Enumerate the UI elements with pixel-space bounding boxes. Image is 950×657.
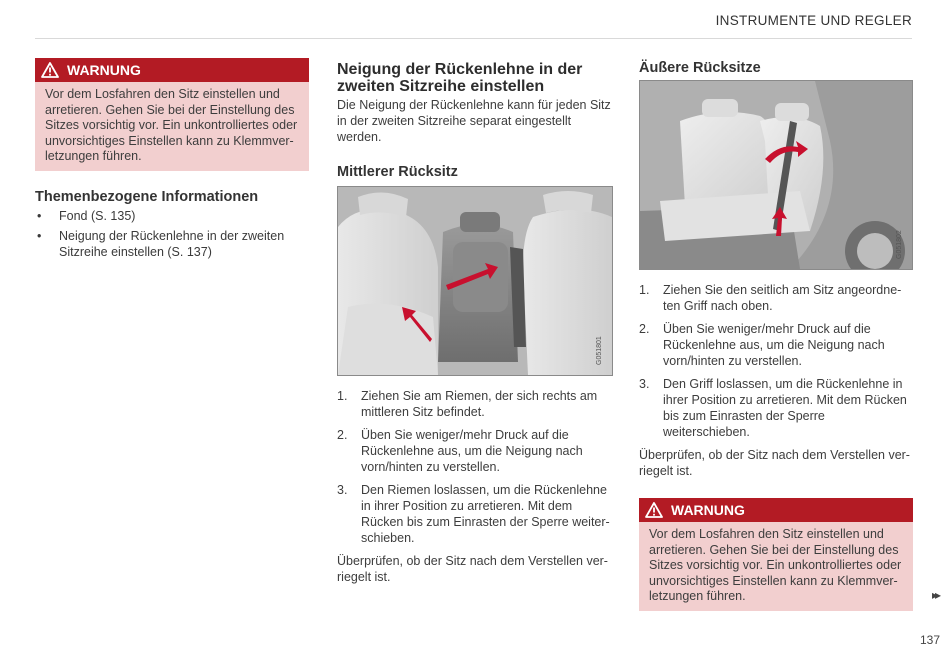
step-item: 2. Üben Sie weniger/mehr Druck auf die Rückenlehne aus, um die Neigung nach vorn/hinten zu verstellen. bbox=[337, 428, 583, 474]
header-divider bbox=[35, 38, 912, 39]
warning-text: Vor dem Losfahren den Sitz einstellen und arretieren. Gehen Sie bei der Einstellung des Sitzes vorsichtig vor. Ein unkontrolliertes oder unvorsichtiges Einstellen kann zu Klemmver-letzungen führen. bbox=[45, 87, 298, 163]
middle-seat-heading: Mittlerer Rücksitz bbox=[337, 164, 458, 180]
step-item: 3. Den Griff loslassen, um die Rückenlehne in ihrer Position zu arretieren. Mit dem Rücken bis zum Einrasten der Sperre weiterschieben. bbox=[639, 377, 907, 439]
warning-box-top bbox=[35, 58, 309, 171]
warning-text: Vor dem Losfahren den Sitz einstellen und arretieren. Gehen Sie bei der Einstellung des Sitzes vorsichtig vor. Ein unkontrolliertes oder unvorsichtiges Einstellen kann zu Klemmver-letzungen führen. bbox=[649, 527, 902, 603]
left-column bbox=[35, 58, 309, 264]
page-title: Neigung der Rückenlehne in der zweiten Sitzreihe einstellen bbox=[337, 61, 583, 95]
related-link-fond[interactable]: • Fond (S. 135) bbox=[35, 208, 309, 224]
figure-code: G051802 bbox=[896, 230, 903, 259]
step-item: 1. Ziehen Sie den seitlich am Sitz angeordne-ten Griff nach oben. bbox=[639, 283, 902, 313]
right-column bbox=[639, 58, 913, 611]
figure-code: G051801 bbox=[596, 336, 603, 365]
continue-arrows-icon: ▸▸ bbox=[931, 588, 938, 602]
step-item: 2. Üben Sie weniger/mehr Druck auf die Rückenlehne aus, um die Neigung nach vorn/hinten zu verstellen. bbox=[639, 322, 885, 368]
outer-seats-illustration bbox=[639, 80, 913, 270]
warning-header bbox=[35, 58, 309, 82]
header-title: INSTRUMENTE UND REGLER bbox=[715, 13, 912, 28]
related-info-heading: Themenbezogene Informationen bbox=[35, 188, 259, 205]
related-info-list bbox=[35, 208, 309, 260]
middle-seat-illustration bbox=[337, 186, 613, 376]
outer-seats-heading: Äußere Rücksitze bbox=[639, 60, 761, 76]
step-item: 1. Ziehen Sie am Riemen, der sich rechts am mittleren Sitz befindet. bbox=[337, 389, 598, 419]
outer-seats-note: Überprüfen, ob der Sitz nach dem Verstellen ver-riegelt ist. bbox=[639, 448, 910, 478]
outer-seats-steps bbox=[639, 282, 913, 440]
warning-label: WARNUNG bbox=[671, 502, 745, 518]
warning-box-bottom bbox=[639, 498, 913, 611]
intro-text: Die Neigung der Rückenlehne kann für jeden Sitz in der zweiten Sitzreihe separat eingestellt werden. bbox=[337, 98, 611, 144]
related-link-backrest[interactable]: • Neigung der Rückenlehne in der zweiten Sitzreihe einstellen (S. 137) bbox=[35, 228, 309, 260]
middle-seat-steps bbox=[337, 388, 613, 546]
warning-label: WARNUNG bbox=[67, 62, 141, 78]
middle-seat-note: Überprüfen, ob der Sitz nach dem Verstellen ver-riegelt ist. bbox=[337, 554, 608, 584]
step-item: 3. Den Riemen loslassen, um die Rückenlehne in ihrer Position zu arretieren. Mit dem Rücken bis zum Einrasten der Sperre weiter-schieben. bbox=[337, 483, 610, 545]
page-number: 137 bbox=[919, 633, 940, 647]
warning-triangle-icon bbox=[645, 502, 663, 518]
warning-triangle-icon bbox=[41, 62, 59, 78]
warning-header bbox=[639, 498, 913, 522]
middle-column bbox=[337, 58, 613, 585]
